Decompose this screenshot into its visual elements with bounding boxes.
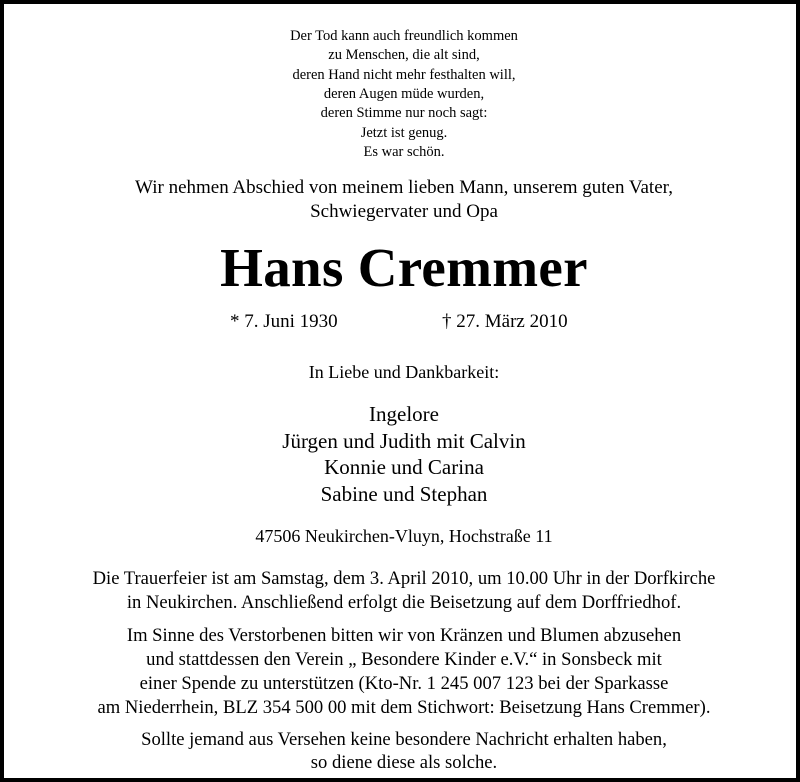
dedication: In Liebe und Dankbarkeit: [308, 362, 500, 382]
deceased-name: Hans Cremmer [220, 237, 588, 298]
donation-line: Im Sinne des Verstorbenen bitten wir von Kränzen und Blumen abzusehen [126, 625, 682, 646]
family-member: Ingelore [369, 402, 439, 426]
donation-line: einer Spende zu unterstützen (Kto-Nr. 1 245 007 123 bei der Sparkasse [139, 673, 669, 694]
donation-line: am Niederrhein, BLZ 354 500 00 mit dem Stichwort: Beisetzung Hans Cremmer). [97, 697, 711, 718]
family-member: Konnie und Carina [324, 455, 484, 479]
poem-line: deren Augen müde wurden, [323, 86, 485, 102]
intro-line: Wir nehmen Abschied von meinem lieben Mann, unserem guten Vater, [135, 177, 673, 198]
donation-line: und stattdessen den Verein „ Besondere Kinder e.V.“ in Sonsbeck mit [146, 649, 662, 670]
poem-line: Jetzt ist genug. [360, 125, 448, 141]
poem-line: Der Tod kann auch freundlich kommen [290, 28, 518, 44]
closing-line: Sollte jemand aus Versehen keine besondere Nachricht erhalten haben, [141, 729, 667, 750]
funeral-line: in Neukirchen. Anschließend erfolgt die Beisetzung auf dem Dorffriedhof. [126, 592, 682, 613]
poem-line: Es war schön. [363, 144, 445, 160]
death-date: † 27. März 2010 [442, 311, 568, 332]
family-member: Sabine und Stephan [320, 482, 488, 506]
poem-line: deren Hand nicht mehr festhalten will, [292, 67, 516, 83]
intro-line: Schwiegervater und Opa [310, 201, 498, 222]
closing-line: so diene diese als solche. [310, 752, 498, 773]
poem-line: deren Stimme nur noch sagt: [320, 105, 488, 121]
birth-date: * 7. Juni 1930 [230, 311, 338, 332]
funeral-line: Die Trauerfeier ist am Samstag, dem 3. April 2010, um 10.00 Uhr in der Dorfkirche [92, 568, 716, 589]
family-member: Jürgen und Judith mit Calvin [282, 429, 526, 453]
poem-line: zu Menschen, die alt sind, [328, 47, 480, 63]
address: 47506 Neukirchen-Vluyn, Hochstraße 11 [255, 526, 553, 546]
